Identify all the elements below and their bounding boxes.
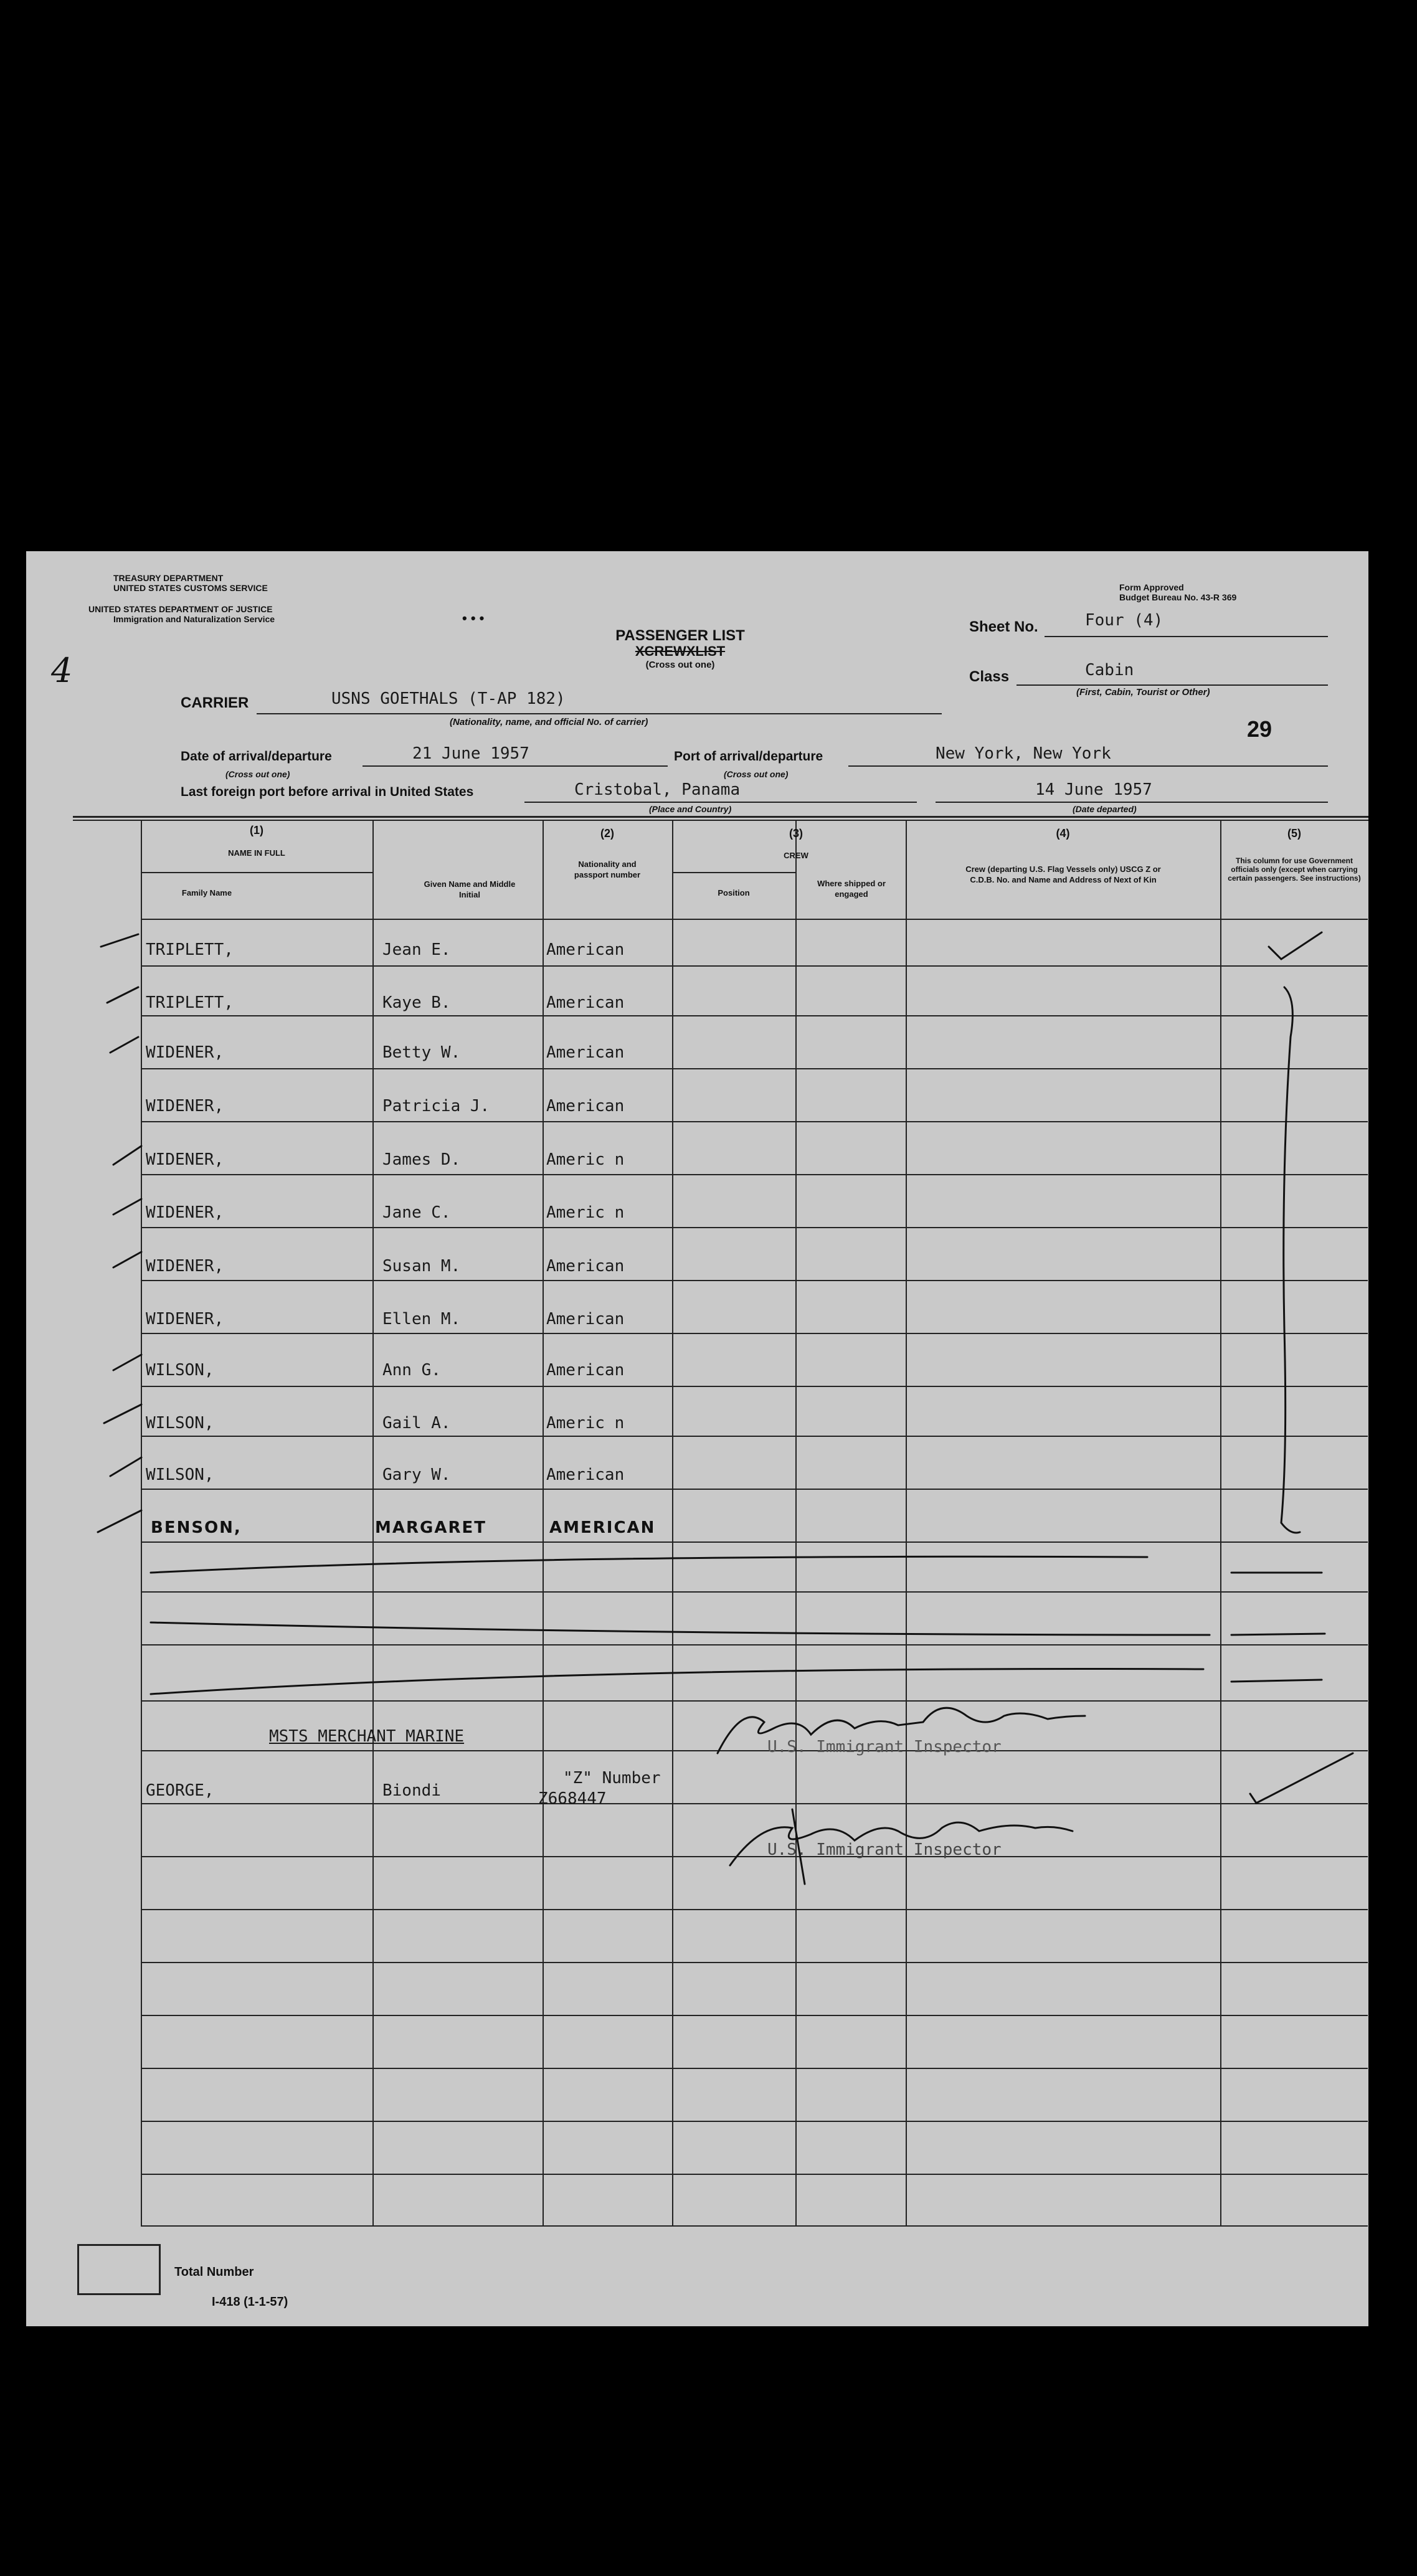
row-1-nationality: American [546, 940, 625, 959]
signature-2-caption: U.S. Immigrant Inspector [767, 1840, 1002, 1859]
row-check-mark [113, 1146, 141, 1165]
col4-number: (4) [1056, 827, 1070, 840]
row-6-given: Jane C. [382, 1203, 451, 1222]
row-2-nationality: American [546, 993, 625, 1012]
row-9-family: WILSON, [146, 1361, 214, 1380]
row-check-mark [113, 1199, 141, 1215]
row-7-nationality: American [546, 1257, 625, 1276]
cancel-line [151, 1556, 1147, 1573]
col-shipped-header: Where shipped or engaged [817, 879, 886, 899]
row-1-family: TRIPLETT, [146, 940, 234, 959]
col1-number: (1) [250, 824, 263, 836]
cancel-line [1231, 1680, 1322, 1682]
port-label: Port of arrival/departure [674, 749, 823, 764]
last-port-value: Cristobal, Panama [574, 780, 741, 799]
sheet-label: Sheet No. [969, 618, 1038, 635]
dots-mark: • • • [462, 610, 485, 626]
row-10-given: Gail A. [382, 1414, 451, 1432]
row-5-family: WIDENER, [146, 1150, 224, 1169]
row-10-family: WILSON, [146, 1414, 214, 1432]
agency-ins: Immigration and Naturalization Service [113, 614, 275, 624]
row-2-given: Kaye B. [382, 993, 451, 1012]
col-family-header: Family Name [181, 888, 232, 897]
col4-header: Crew (departing U.S. Flag Vessels only) USCG Z or C.D.B. No. and Name and Address of Next of Kin [965, 864, 1161, 884]
port-hint: (Cross out one) [724, 769, 789, 779]
merchant-z-label: "Z" Number [563, 1769, 661, 1788]
carrier-hint: (Nationality, name, and official No. of carrier) [450, 717, 648, 727]
row-check-mark [98, 1510, 141, 1532]
class-label: Class [969, 668, 1010, 685]
row-3-family: WIDENER, [146, 1043, 224, 1062]
row-3-given: Betty W. [382, 1043, 461, 1062]
row-check-mark [113, 1355, 141, 1370]
row-4-nationality: American [546, 1097, 625, 1115]
row-12-family: BENSON, [151, 1518, 242, 1537]
page-number: 29 [1247, 716, 1272, 742]
merchant-family: GEORGE, [146, 1781, 214, 1800]
merchant-given: Biondi [382, 1781, 441, 1800]
row-5-nationality: Americ n [546, 1150, 625, 1169]
row-check-mark [110, 1457, 141, 1476]
arrival-hint: (Cross out one) [225, 769, 290, 779]
margin-mark: 4 [51, 651, 73, 690]
col-crew-header: CREW [784, 851, 808, 860]
row-check-mark [107, 987, 138, 1003]
form-approved: Form Approved [1119, 582, 1184, 592]
last-port-hint: (Place and Country) [649, 804, 732, 814]
merchant-z-value: Z668447 [538, 1789, 607, 1808]
row-check-mark [110, 1037, 138, 1053]
row-9-given: Ann G. [382, 1361, 441, 1380]
row-4-family: WIDENER, [146, 1097, 224, 1115]
row-12-given: MARGARET [375, 1518, 486, 1537]
col3-number: (3) [789, 827, 803, 840]
row-check-mark [104, 1404, 141, 1423]
row-9-nationality: American [546, 1361, 625, 1380]
row-2-family: TRIPLETT, [146, 993, 234, 1012]
signature-1-caption: U.S. Immigrant Inspector [767, 1738, 1002, 1756]
row-8-nationality: American [546, 1310, 625, 1328]
row-check-mark [113, 1252, 141, 1267]
col2-number: (2) [600, 827, 614, 840]
row-6-family: WIDENER, [146, 1203, 224, 1222]
carrier-label: CARRIER [181, 694, 249, 711]
total-number-box [77, 2244, 161, 2295]
arrival-label: Date of arrival/departure [181, 749, 332, 764]
row-6-nationality: Americ n [546, 1203, 625, 1222]
merchant-check-mark [1250, 1753, 1353, 1803]
cancel-line [151, 1669, 1203, 1695]
col1-title: NAME IN FULL [228, 848, 285, 858]
class-hint: (First, Cabin, Tourist or Other) [1076, 687, 1210, 698]
row-check-mark [101, 934, 138, 947]
signature-2 [730, 1822, 1073, 1865]
cancel-line [1231, 1634, 1325, 1635]
signature-2-stroke [792, 1809, 805, 1884]
date-departed-hint: (Date departed) [1073, 804, 1137, 814]
cancel-line [151, 1622, 1210, 1635]
row-5-given: James D. [382, 1150, 461, 1169]
col-given-header: Given Name and Middle Initial [424, 879, 516, 899]
budget-bureau: Budget Bureau No. 43-R 369 [1119, 592, 1237, 602]
row-1-given: Jean E. [382, 940, 451, 959]
agency-treasury: TREASURY DEPARTMENT [113, 573, 224, 583]
row-4-given: Patricia J. [382, 1097, 490, 1115]
last-port-label: Last foreign port before arrival in United States [181, 785, 474, 799]
official-bracket [1281, 987, 1300, 1533]
arrival-value: 21 June 1957 [412, 744, 529, 763]
form-number: I-418 (1-1-57) [212, 2295, 288, 2309]
class-value: Cabin [1085, 661, 1134, 680]
row-10-nationality: Americ n [546, 1414, 625, 1432]
signature-1 [718, 1708, 1085, 1753]
col-position-header: Position [718, 888, 750, 897]
row-8-given: Ellen M. [382, 1310, 461, 1328]
official-check-mark [1269, 932, 1322, 959]
row-11-given: Gary W. [382, 1466, 451, 1484]
col5-number: (5) [1287, 827, 1301, 840]
carrier-value: USNS GOETHALS (T-AP 182) [331, 689, 566, 708]
row-7-family: WIDENER, [146, 1257, 224, 1276]
sheet-value: Four (4) [1085, 611, 1163, 630]
row-7-given: Susan M. [382, 1257, 461, 1276]
row-11-nationality: American [546, 1466, 625, 1484]
agency-justice: UNITED STATES DEPARTMENT OF JUSTICE [88, 604, 273, 614]
total-number-label: Total Number [174, 2265, 254, 2279]
agency-customs: UNITED STATES CUSTOMS SERVICE [113, 583, 268, 593]
manifest-sheet [26, 551, 1368, 2326]
row-3-nationality: American [546, 1043, 625, 1062]
date-departed-value: 14 June 1957 [1035, 780, 1152, 799]
row-11-family: WILSON, [146, 1466, 214, 1484]
cross-out-hint: (Cross out one) [645, 660, 715, 670]
crew-list-title: XCREWXLIST [635, 643, 726, 659]
merchant-heading: MSTS MERCHANT MARINE [269, 1727, 465, 1746]
col-nationality-header: Nationality and passport number [574, 859, 641, 879]
col5-header: This column for use Government officials only (except when carrying certain passengers. See instructions) [1228, 856, 1361, 883]
passenger-list-title: PASSENGER LIST [615, 627, 745, 644]
row-8-family: WIDENER, [146, 1310, 224, 1328]
row-12-nationality: AMERICAN [549, 1518, 656, 1537]
handwriting-overlay [26, 551, 1368, 2326]
port-value: New York, New York [936, 744, 1111, 763]
